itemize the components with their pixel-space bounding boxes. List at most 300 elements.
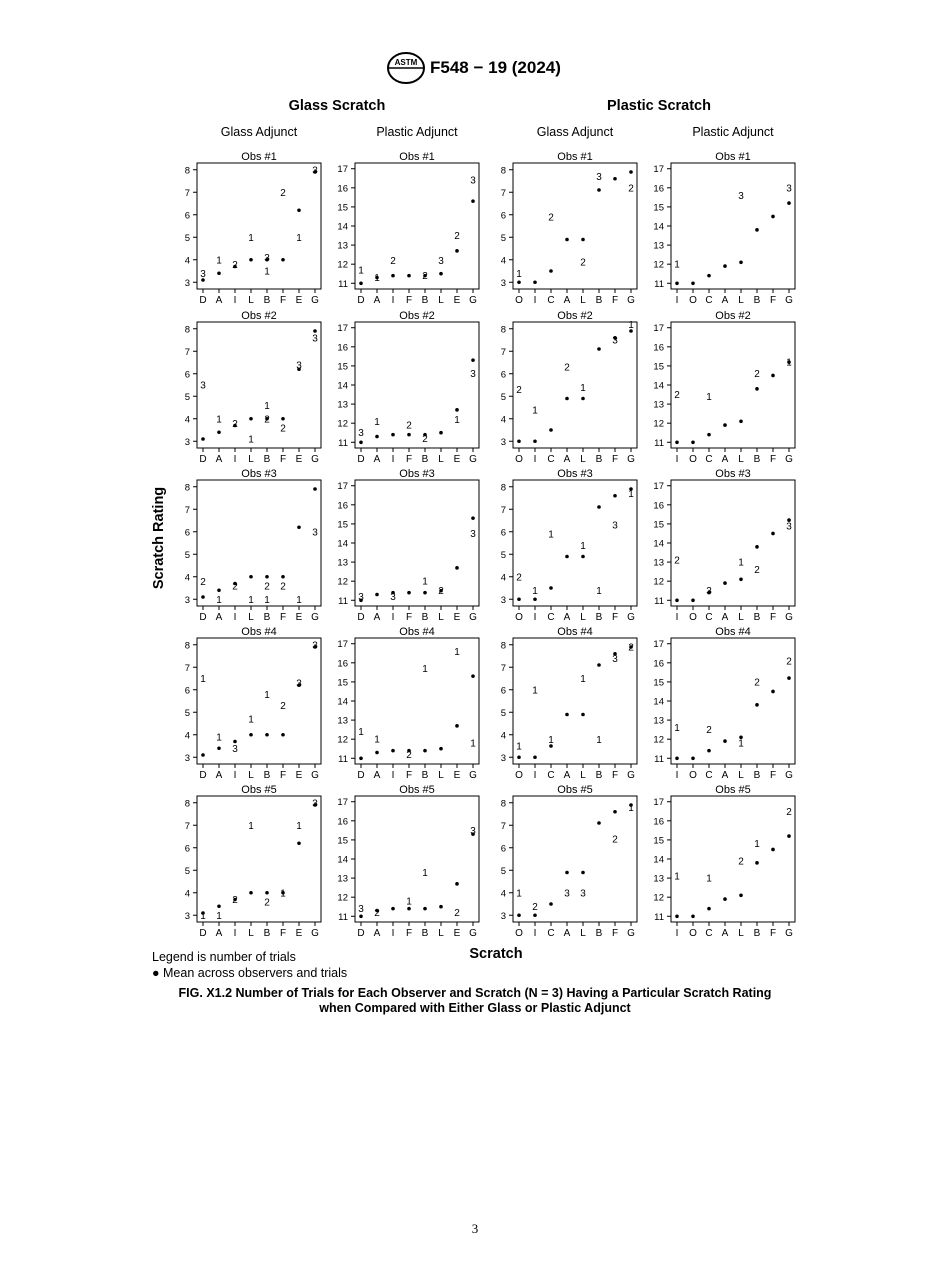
mean-marker: [739, 893, 743, 897]
y-tick-label: 6: [500, 369, 506, 381]
trial-count-label: 2: [754, 565, 760, 577]
mean-marker: [675, 756, 679, 760]
trial-count-label: 1: [516, 741, 522, 753]
x-tick-label: G: [785, 454, 793, 465]
group-title-glass-scratch: Glass Scratch: [288, 98, 386, 114]
trial-count-label: 1: [280, 888, 286, 900]
mean-marker: [533, 913, 537, 917]
trial-count-label: 1: [264, 266, 270, 278]
y-tick-label: 12: [653, 418, 664, 430]
mean-marker: [313, 487, 317, 491]
mean-marker: [629, 170, 633, 174]
mean-marker: [613, 810, 617, 814]
x-tick-label: B: [421, 295, 429, 306]
y-tick-label: 14: [337, 538, 348, 550]
panel-frame: [197, 322, 321, 448]
mean-marker: [375, 435, 379, 439]
trial-count-label: 2: [516, 572, 522, 584]
y-tick-label: 4: [500, 888, 506, 900]
trial-count-label: 1: [516, 268, 522, 280]
mean-marker: [691, 914, 695, 918]
y-tick-label: 4: [184, 730, 190, 742]
panel-frame: [513, 319, 637, 448]
x-tick-label: L: [580, 928, 586, 939]
x-tick-label: B: [753, 295, 761, 306]
adjunct-title: Plastic Adjunct: [692, 125, 774, 139]
mean-marker: [613, 177, 617, 181]
mean-marker: [249, 258, 253, 262]
trial-count-label: 1: [248, 434, 254, 446]
mean-marker: [691, 756, 695, 760]
trial-count-label: 3: [612, 335, 618, 347]
panel-title: Obs #1: [241, 151, 277, 163]
x-tick-label: D: [357, 928, 365, 939]
mean-marker: [517, 755, 521, 759]
trial-count-label: 3: [580, 888, 586, 900]
panel-title: Obs #3: [715, 468, 751, 480]
y-tick-label: 17: [653, 481, 664, 493]
x-tick-label: F: [611, 770, 619, 781]
y-tick-label: 12: [337, 418, 348, 430]
y-tick-label: 15: [337, 202, 348, 214]
mean-marker: [771, 532, 775, 536]
y-tick-label: 15: [653, 835, 664, 847]
x-tick-label: I: [675, 928, 679, 939]
trial-count-label: 2: [674, 390, 680, 402]
x-tick-label: F: [769, 295, 777, 306]
x-tick-label: I: [675, 454, 679, 465]
x-tick-label: O: [689, 295, 697, 306]
y-tick-label: 16: [653, 342, 664, 354]
mean-marker: [423, 749, 427, 753]
y-tick-label: 11: [338, 437, 348, 449]
x-tick-label: D: [199, 928, 207, 939]
trial-count-label: 1: [738, 738, 744, 750]
mean-marker: [359, 756, 363, 760]
astm-logo-icon: [386, 52, 426, 84]
trial-count-label: 2: [706, 725, 712, 737]
y-tick-label: 12: [337, 259, 348, 271]
y-tick-label: 13: [653, 399, 664, 411]
trial-count-label: 3: [312, 640, 318, 652]
x-tick-label: F: [279, 454, 287, 465]
trial-count-label: 1: [548, 734, 554, 746]
x-tick-label: L: [438, 295, 444, 306]
x-tick-label: G: [469, 454, 477, 465]
x-tick-label: F: [405, 928, 413, 939]
x-tick-label: L: [248, 454, 254, 465]
trial-count-label: 2: [280, 423, 286, 435]
y-tick-label: 12: [337, 892, 348, 904]
trial-count-label: 2: [628, 183, 634, 195]
mean-marker: [391, 907, 395, 911]
adjunct-title: Glass Adjunct: [536, 125, 614, 139]
x-tick-label: O: [689, 928, 697, 939]
trial-count-label: 2: [264, 897, 270, 909]
x-tick-label: G: [311, 612, 319, 623]
trial-count-label: 3: [200, 268, 206, 280]
mean-marker: [533, 755, 537, 759]
mean-marker: [439, 747, 443, 751]
mean-marker: [517, 280, 521, 284]
x-tick-label: G: [311, 454, 319, 465]
trial-count-label: 2: [674, 555, 680, 567]
x-tick-label: A: [721, 454, 729, 465]
x-tick-label: L: [248, 770, 254, 781]
mean-marker: [597, 663, 601, 667]
trial-count-label: 3: [470, 528, 476, 540]
x-tick-label: F: [769, 770, 777, 781]
x-tick-label: L: [580, 454, 586, 465]
x-tick-label: B: [421, 928, 429, 939]
x-tick-label: B: [595, 612, 603, 623]
panel-frame: [355, 163, 479, 289]
y-tick-label: 15: [337, 361, 348, 373]
x-tick-label: I: [233, 770, 237, 781]
x-tick-label: F: [405, 454, 413, 465]
panel-frame: [355, 322, 479, 448]
y-tick-label: 16: [337, 342, 348, 354]
trial-count-label: 1: [296, 594, 302, 606]
y-tick-label: 8: [500, 798, 506, 810]
panel-title: Obs #1: [715, 151, 751, 163]
trial-count-label: 2: [786, 656, 792, 668]
panel-frame: [671, 322, 795, 448]
y-tick-label: 5: [500, 232, 506, 244]
mean-marker: [439, 431, 443, 435]
trial-count-label: 1: [516, 888, 522, 900]
x-tick-label: I: [233, 928, 237, 939]
y-tick-label: 3: [184, 910, 190, 922]
mean-marker: [217, 430, 221, 434]
trial-count-label: 1: [200, 674, 206, 685]
x-tick-label: F: [769, 612, 777, 623]
x-tick-label: A: [215, 454, 223, 465]
trial-count-label: 3: [200, 380, 206, 392]
trial-count-label: 2: [454, 907, 460, 919]
mean-marker: [549, 586, 553, 590]
mean-marker: [549, 902, 553, 906]
mean-marker: [471, 199, 475, 203]
panel-title: Obs #2: [715, 310, 751, 322]
x-tick-label: L: [738, 928, 744, 939]
x-tick-label: B: [421, 612, 429, 623]
x-tick-label: O: [515, 770, 523, 781]
y-tick-label: 13: [653, 240, 664, 252]
x-tick-label: B: [595, 770, 603, 781]
y-tick-label: 3: [500, 436, 506, 448]
trial-count-label: 1: [454, 646, 460, 658]
mean-marker: [755, 387, 759, 391]
mean-marker: [723, 897, 727, 901]
y-tick-label: 7: [500, 346, 506, 358]
trial-count-label: 1: [406, 896, 412, 908]
x-tick-label: F: [769, 928, 777, 939]
x-tick-label: F: [279, 612, 287, 623]
trial-count-label: 1: [738, 557, 744, 569]
y-tick-label: 11: [654, 753, 664, 765]
mean-marker: [771, 690, 775, 694]
trial-count-label: 1: [358, 265, 364, 277]
mean-marker: [217, 746, 221, 750]
mean-marker: [691, 440, 695, 444]
y-tick-label: 14: [653, 854, 664, 866]
x-tick-label: B: [595, 928, 603, 939]
x-tick-label: A: [563, 295, 571, 306]
trial-count-label: 1: [674, 723, 680, 735]
mean-marker: [707, 433, 711, 437]
panel-title: Obs #3: [241, 468, 277, 480]
mean-marker: [707, 749, 711, 753]
y-tick-label: 16: [653, 183, 664, 195]
panel-title: Obs #4: [715, 626, 751, 638]
x-tick-label: I: [533, 770, 537, 781]
trial-count-label: 3: [312, 333, 318, 345]
y-tick-label: 13: [337, 399, 348, 411]
x-tick-label: C: [705, 770, 713, 781]
mean-marker: [281, 258, 285, 262]
trial-count-label: 2: [280, 701, 286, 712]
x-tick-label: A: [373, 928, 381, 939]
y-tick-label: 14: [653, 221, 664, 233]
trial-count-label: 1: [596, 585, 602, 597]
mean-marker: [675, 914, 679, 918]
adjunct-title: Plastic Adjunct: [376, 125, 458, 139]
x-tick-label: I: [233, 612, 237, 623]
x-tick-label: D: [357, 454, 365, 465]
mean-marker: [771, 848, 775, 852]
x-tick-label: A: [563, 770, 571, 781]
trial-count-label: 1: [628, 319, 634, 331]
mean-marker: [455, 566, 459, 570]
x-tick-label: C: [547, 770, 555, 781]
trial-count-label: 1: [548, 529, 554, 541]
y-tick-label: 6: [500, 685, 506, 697]
x-tick-label: I: [391, 928, 395, 939]
y-tick-label: 5: [184, 391, 190, 403]
legend-line-2: ● Mean across observers and trials: [152, 966, 348, 980]
trial-count-label: 2: [532, 901, 538, 913]
x-tick-label: B: [421, 454, 429, 465]
y-tick-label: 12: [653, 576, 664, 588]
y-tick-label: 15: [653, 519, 664, 531]
mean-marker: [297, 525, 301, 529]
trial-count-label: 2: [548, 212, 554, 224]
mean-marker: [755, 228, 759, 232]
x-tick-label: F: [611, 295, 619, 306]
trial-count-label: 3: [312, 165, 318, 177]
y-tick-label: 11: [654, 437, 664, 449]
x-tick-label: I: [391, 770, 395, 781]
mean-marker: [597, 188, 601, 192]
trial-count-label: 2: [264, 414, 270, 426]
y-tick-label: 4: [184, 888, 190, 900]
y-tick-label: 17: [653, 164, 664, 176]
x-tick-label: G: [785, 770, 793, 781]
mean-marker: [723, 264, 727, 268]
trial-count-label: 3: [470, 175, 476, 187]
x-tick-label: B: [263, 770, 271, 781]
panel-title: Obs #5: [557, 784, 593, 796]
y-tick-label: 17: [337, 323, 348, 335]
y-tick-label: 13: [337, 873, 348, 885]
group-title-plastic-scratch: Plastic Scratch: [607, 98, 711, 114]
x-tick-label: G: [785, 928, 793, 939]
x-tick-label: F: [611, 612, 619, 623]
x-tick-label: D: [199, 454, 207, 465]
x-tick-label: D: [357, 770, 365, 781]
caption-line-2: when Compared with Either Glass or Plastic Adjunct: [319, 1001, 631, 1015]
trial-count-label: 1: [706, 873, 712, 885]
trial-count-label: 1: [374, 416, 380, 428]
y-tick-label: 13: [653, 873, 664, 885]
y-tick-label: 8: [500, 640, 506, 652]
x-tick-label: L: [738, 295, 744, 306]
mean-marker: [439, 272, 443, 276]
x-tick-label: A: [215, 612, 223, 623]
trial-count-label: 1: [532, 585, 538, 597]
trial-count-label: 1: [216, 255, 222, 267]
y-tick-label: 14: [653, 538, 664, 550]
trial-count-label: 1: [264, 594, 270, 606]
trial-count-label: 3: [612, 653, 618, 665]
y-tick-label: 17: [653, 639, 664, 651]
y-tick-label: 8: [184, 798, 190, 810]
x-tick-label: C: [705, 612, 713, 623]
trial-count-label: 2: [754, 369, 760, 381]
y-tick-label: 8: [184, 324, 190, 336]
y-tick-label: 3: [184, 277, 190, 289]
x-tick-label: C: [547, 295, 555, 306]
trial-count-label: 1: [358, 727, 364, 739]
mean-marker: [517, 439, 521, 443]
trial-count-label: 2: [200, 576, 206, 588]
y-tick-label: 6: [184, 369, 190, 381]
x-tick-label: C: [547, 928, 555, 939]
trial-count-label: 2: [232, 259, 238, 271]
x-tick-label: O: [515, 612, 523, 623]
mean-marker: [375, 751, 379, 755]
mean-marker: [755, 545, 759, 549]
x-tick-label: O: [689, 770, 697, 781]
mean-marker: [297, 841, 301, 845]
figure-caption: [140, 986, 810, 1016]
x-tick-label: L: [438, 612, 444, 623]
x-tick-label: G: [311, 928, 319, 939]
y-tick-label: 16: [653, 500, 664, 512]
y-tick-label: 8: [500, 482, 506, 494]
x-tick-label: A: [215, 295, 223, 306]
mean-marker: [517, 913, 521, 917]
x-tick-label: E: [453, 612, 461, 623]
x-tick-label: B: [753, 770, 761, 781]
x-tick-label: F: [405, 770, 413, 781]
y-tick-label: 6: [184, 527, 190, 539]
trial-count-label: 3: [358, 428, 364, 440]
panel-frame: [197, 638, 321, 764]
y-tick-label: 14: [337, 854, 348, 866]
trial-count-label: 1: [596, 734, 602, 746]
x-tick-label: G: [627, 295, 635, 306]
mean-marker: [739, 260, 743, 264]
y-tick-label: 5: [184, 707, 190, 719]
x-tick-label: F: [279, 770, 287, 781]
x-tick-label: D: [199, 295, 207, 306]
trial-count-label: 2: [754, 677, 760, 689]
trial-count-label: 2: [232, 895, 238, 906]
trial-count-label: 3: [312, 798, 318, 810]
mean-marker: [723, 581, 727, 585]
x-tick-label: G: [469, 612, 477, 623]
panel-title: Obs #4: [241, 626, 277, 638]
y-tick-label: 8: [500, 324, 506, 336]
y-tick-label: 8: [184, 640, 190, 652]
mean-marker: [391, 433, 395, 437]
y-tick-label: 7: [184, 662, 190, 674]
mean-marker: [581, 713, 585, 717]
trial-count-label: 1: [674, 259, 680, 271]
trial-count-label: 2: [612, 834, 618, 846]
x-tick-label: G: [785, 612, 793, 623]
y-tick-label: 4: [184, 414, 190, 426]
mean-marker: [675, 281, 679, 285]
y-tick-label: 4: [500, 414, 506, 426]
panel-frame: [513, 163, 637, 289]
x-tick-label: B: [263, 295, 271, 306]
trial-count-label: 1: [374, 273, 380, 285]
x-tick-label: F: [279, 295, 287, 306]
y-tick-label: 7: [500, 820, 506, 832]
x-tick-label: L: [438, 770, 444, 781]
x-tick-label: L: [738, 454, 744, 465]
panel-title: Obs #2: [399, 310, 435, 322]
x-tick-label: L: [580, 612, 586, 623]
mean-marker: [471, 358, 475, 362]
y-tick-label: 13: [337, 557, 348, 569]
x-tick-label: L: [738, 612, 744, 623]
y-tick-label: 17: [337, 481, 348, 493]
x-tick-label: I: [533, 454, 537, 465]
panel-title: Obs #3: [399, 468, 435, 480]
y-tick-label: 12: [653, 892, 664, 904]
trial-count-label: 2: [280, 187, 286, 199]
x-tick-label: A: [563, 454, 571, 465]
y-tick-label: 11: [654, 595, 664, 607]
trial-count-label: 2: [516, 385, 522, 396]
y-tick-label: 14: [337, 380, 348, 392]
y-tick-label: 11: [338, 595, 348, 607]
x-tick-label: A: [215, 770, 223, 781]
y-tick-label: 14: [337, 696, 348, 708]
trial-count-label: 3: [738, 190, 744, 202]
trial-count-label: 1: [296, 232, 302, 244]
x-tick-label: A: [373, 295, 381, 306]
trial-count-label: 1: [786, 357, 792, 369]
mean-marker: [675, 598, 679, 602]
x-tick-label: C: [547, 454, 555, 465]
mean-marker: [471, 674, 475, 678]
trial-count-label: 1: [422, 867, 428, 879]
mean-marker: [533, 597, 537, 601]
panel-frame: [671, 163, 795, 289]
y-tick-label: 16: [337, 816, 348, 828]
x-axis-label: Scratch: [469, 946, 523, 962]
mean-marker: [549, 428, 553, 432]
caption-line-1: FIG. X1.2 Number of Trials for Each Observer and Scratch (N = 3) Having a Particular Scratch Rating: [178, 986, 772, 1000]
panel-title: Obs #2: [241, 310, 277, 322]
y-tick-label: 16: [337, 500, 348, 512]
x-tick-label: A: [563, 612, 571, 623]
